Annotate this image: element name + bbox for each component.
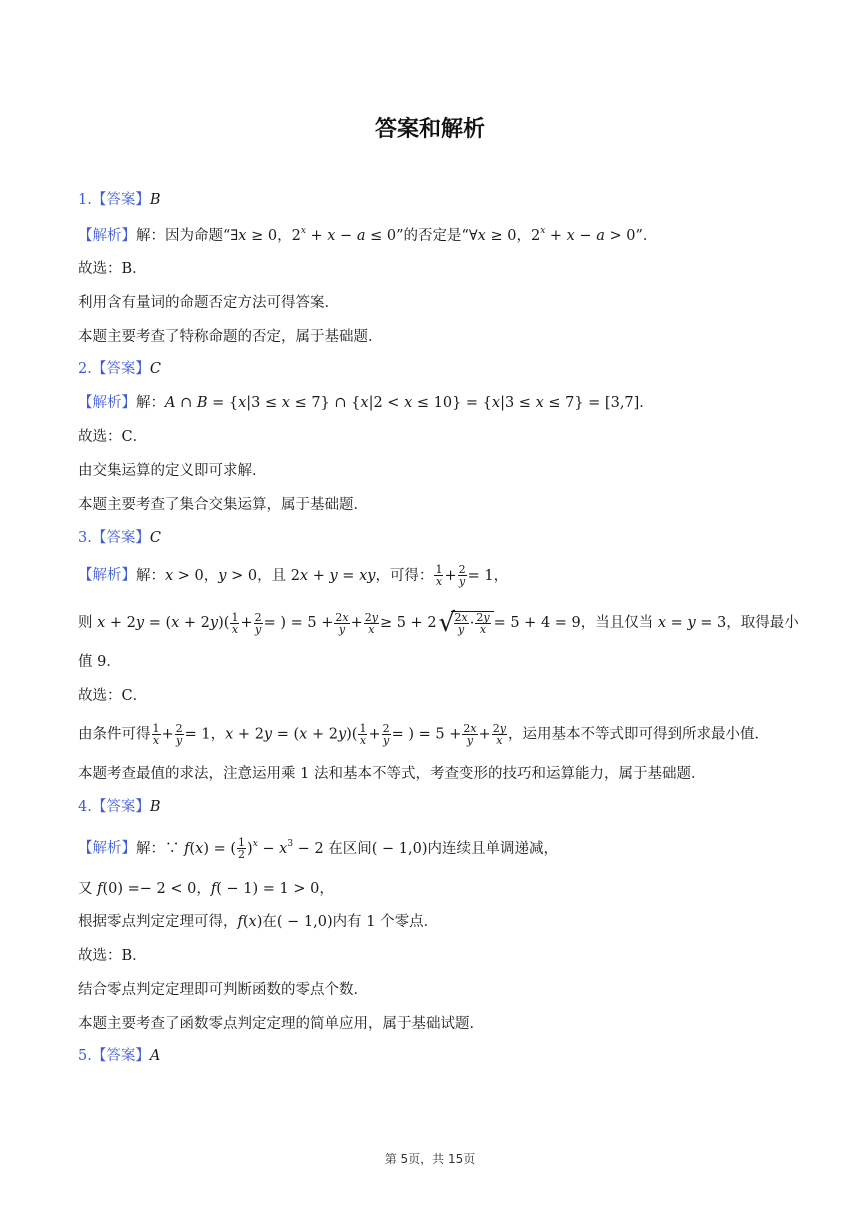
- q4-summary-line: 本题主要考查了函数零点判定定理的简单应用，属于基础试题．: [78, 1016, 484, 1032]
- page-footer: 第 5页，共 15页: [384, 1152, 476, 1166]
- q4-conclusion-line: 根据零点判定定理可得，f(x)在( − 1,0)内有 1 个零点．: [78, 914, 439, 930]
- q2-number: 2.: [78, 361, 92, 377]
- q1-answer-tag: 【答案】: [91, 192, 150, 208]
- q3-answer-tag: 【答案】: [91, 530, 150, 546]
- q5-answer-tag: 【答案】: [91, 1048, 150, 1064]
- q4-analysis-line: [78, 837, 790, 860]
- q2-method-line: 由交集运算的定义即可求解．: [78, 463, 267, 479]
- q5-number: 5.: [78, 1048, 92, 1064]
- q3-answer-line: [78, 527, 790, 549]
- q4-number: 4.: [78, 799, 92, 815]
- q1-choice-line: 故选：B．: [78, 261, 147, 277]
- q2-summary-line: 本题主要考查了集合交集运算，属于基础题．: [78, 497, 368, 513]
- q1-method-line: 利用含有量词的命题否定方法可得答案．: [78, 295, 339, 311]
- q2-analysis-line: [78, 392, 790, 414]
- q4-answer-tag: 【答案】: [91, 799, 150, 815]
- q4-answer: B: [149, 799, 161, 815]
- q4-analysis-text: 解：∵ f(x) = ( 1 2 )$^x - x^3 - 2$ 在区间( − 1,0)内连续且单调递减，: [136, 836, 559, 861]
- q3-choice-line: 故选：C．: [78, 688, 148, 704]
- q3-summary-line: 本题考查最值的求法，注意运用乘 1 法和基本不等式，考查变形的技巧和运算能力，属于基础题．: [78, 766, 706, 782]
- q3-analysis-tag: 【解析】: [78, 567, 136, 584]
- page-title: 答案和解析: [374, 117, 485, 142]
- q3-method-line: 由条件可得 $\frac{1}{x}$ + $\frac{2}{y}$ = 1，x + 2y = (x + 2y)( $\frac{1}{x}$ + $\frac{2}{y}$ = ) = 5 + $\frac{2x}{y}$ + $\frac{2y}{x}$ ，运用基本不等式即可得到所求最小值．: [78, 722, 769, 747]
- q3-number: 3.: [78, 530, 92, 546]
- q3-answer: C: [149, 530, 161, 546]
- q2-answer-line: [78, 358, 790, 380]
- q2-analysis-text: 解：A ∩ B = {x|3 ≤ x ≤ 7} ∩ {x|2 < x ≤ 10} = {x|3 ≤ x ≤ 7} = [3,7]．: [136, 395, 654, 411]
- q4-choice-line: 故选：B．: [78, 948, 147, 964]
- q3-analysis-line: [78, 564, 790, 587]
- q1-answer-line: [78, 189, 790, 211]
- q1-analysis-line: [78, 225, 790, 247]
- q4-method-line: 结合零点判定定理即可判断函数的零点个数．: [78, 982, 368, 998]
- q4-answer-line: [78, 796, 790, 818]
- q2-choice-line: 故选：C．: [78, 429, 148, 445]
- q1-analysis-text: 解：因为命题“∃x ≥ 0，$2^x + x - a \le 0$”的否定是“∀x ≥ 0，$2^x + x - a > 0$”．: [136, 226, 658, 244]
- q4-analysis-tag: 【解析】: [78, 840, 136, 857]
- q1-answer: B: [149, 192, 161, 208]
- q3-derivation-line: 则 x + 2y = (x + 2y)( $\frac{1}{x}$ + $\frac{2}{y}$ = ) = 5 + $\frac{2x}{y}$ + $\frac{2y}{x}$ ≥ 5 + 2 √ $\frac{2x}{y}$ · $\frac{2y}{x}$ = 5 + 4 = 9，当且仅当 x = y = 3，取得最小: [78, 608, 799, 638]
- q1-summary-line: 本题主要考查了特称命题的否定，属于基础题．: [78, 329, 383, 345]
- q5-answer-line: [78, 1045, 790, 1067]
- q2-analysis-tag: 【解析】: [78, 395, 136, 411]
- q5-answer: A: [149, 1048, 161, 1064]
- q1-analysis-tag: 【解析】: [78, 228, 136, 244]
- q3-minimum-line: 值 9．: [78, 654, 121, 670]
- q4-values-line: 又 f(0) =− 2 < 0，f( − 1) = 1 > 0，: [78, 881, 334, 897]
- q2-answer-tag: 【答案】: [91, 361, 150, 377]
- q1-number: 1.: [78, 192, 92, 208]
- q2-answer: C: [149, 361, 161, 377]
- q3-analysis-text: 解：x > 0，y > 0，且 2x + y = xy，可得： $\frac{1}{x}$ + $\frac{2}{y}$ = 1，: [136, 563, 509, 588]
